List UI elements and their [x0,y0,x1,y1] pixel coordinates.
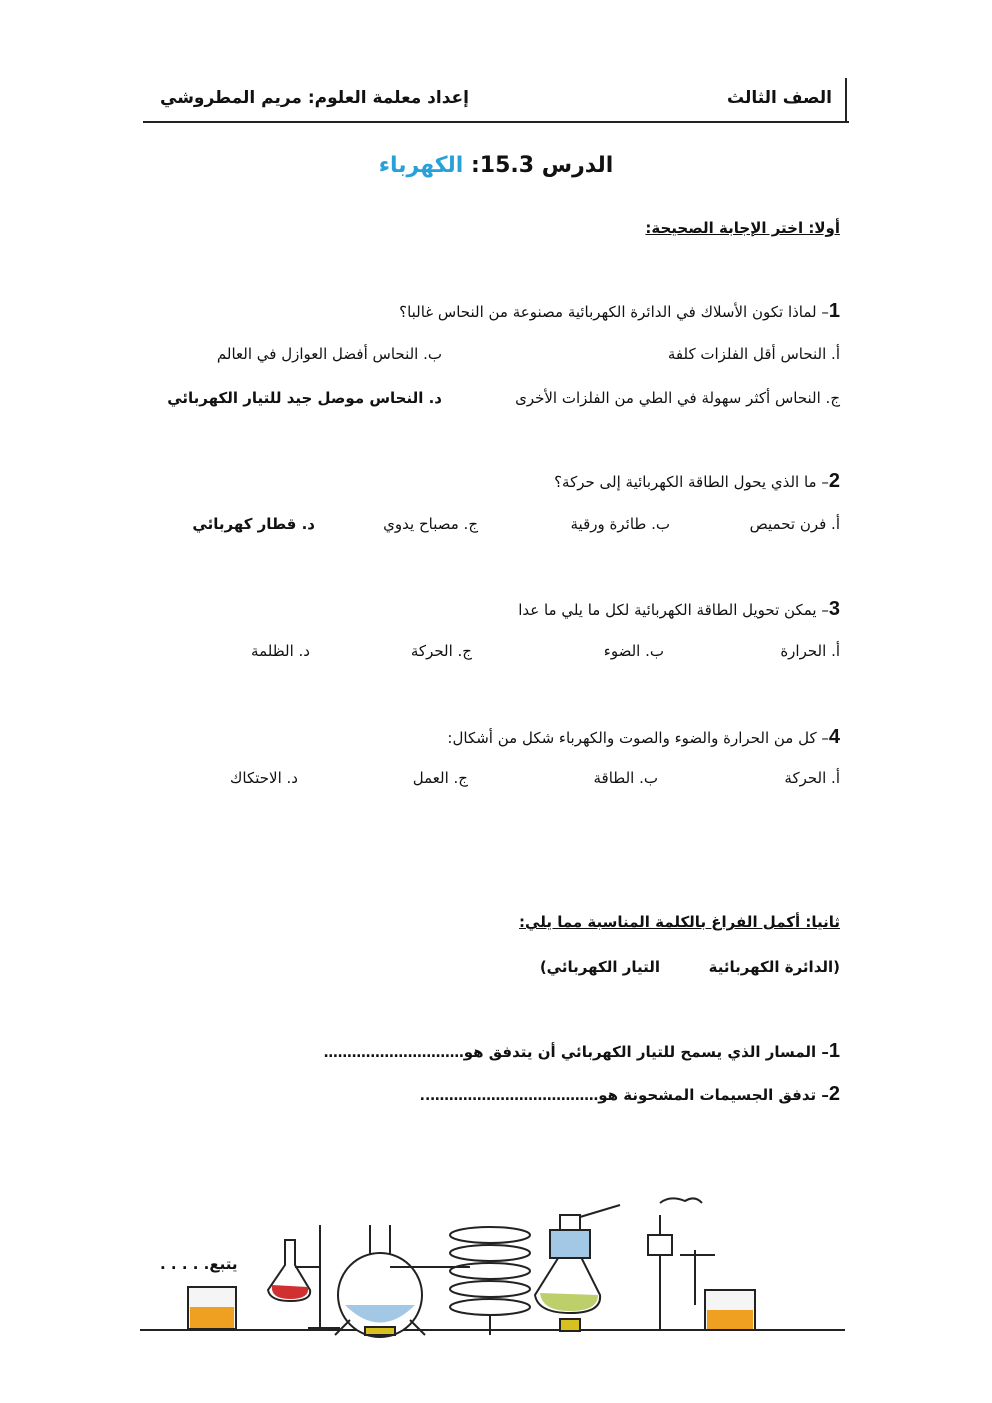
section1-heading: أولا: اختر الإجابة الصحيحة: [645,219,840,237]
q3-option-a: أ. الحرارة [780,642,840,660]
lesson-topic: الكهرباء [378,153,464,178]
grade-label: الصف الثالث [726,88,832,108]
lab-equipment-illustration [140,1195,850,1345]
fill-blank-1[interactable]: ………………………… [323,1045,464,1061]
header-divider [143,121,849,123]
word-bank-item-1: (الدائرة الكهربائية [708,958,840,976]
q3-option-b: ب. الضوء [603,642,664,660]
fill-blank-2[interactable]: ……………………………….. [419,1088,599,1104]
lesson-number: الدرس 15.3: [463,153,614,178]
section2-heading: ثانيا: أكمل الفراغ بالكلمة المناسبة مما يلي: [519,913,840,931]
teacher-label: إعداد معلمة العلوم: مريم المطروشي [160,88,469,108]
q4-option-b: ب. الطاقة [593,769,658,787]
q2-option-a: أ. فرن تحميص [749,515,840,533]
question-4: 4– كل من الحرارة والضوء والصوت والكهرباء شكل من أشكال: [447,726,840,748]
q3-option-d: د. الظلمة [251,642,310,660]
q2-option-c: ج. مصباح يدوي [383,515,478,533]
q4-option-a: أ. الحركة [784,769,840,787]
fill-item-1: 1– المسار الذي يسمح للتيار الكهربائي أن يتدفق هو………………………… [323,1040,840,1062]
q1-option-d: د. النحاس موصل جيد للتيار الكهربائي [167,389,442,407]
question-2: 2– ما الذي يحول الطاقة الكهربائية إلى حركة؟ [554,470,840,492]
q1-option-a: أ. النحاس أقل الفلزات كلفة [667,345,840,363]
q1-option-b: ب. النحاس أفضل العوازل في العالم [216,345,442,363]
q4-option-c: ج. العمل [412,769,468,787]
word-bank-item-2: التيار الكهربائي) [539,958,660,976]
q2-option-d: د. قطار كهربائي [192,515,315,533]
q3-option-c: ج. الحركة [410,642,472,660]
q1-option-c: ج. النحاس أكثر سهولة في الطي من الفلزات الأخرى [515,389,840,407]
q4-option-d: د. الاحتكاك [230,769,298,787]
continue-label: يتبع. . . . . [160,1255,238,1273]
fill-item-2: 2– تدفق الجسيمات المشحونة هو……………………………….. [419,1083,840,1105]
header-vertical-rule [845,78,847,122]
q2-option-b: ب. طائرة ورقية [570,515,670,533]
question-3: 3– يمكن تحويل الطاقة الكهربائية لكل ما يلي ما عدا [518,598,840,620]
lesson-title [0,153,992,178]
question-1: 1– لماذا تكون الأسلاك في الدائرة الكهربائية مصنوعة من النحاس غالبا؟ [399,300,840,322]
